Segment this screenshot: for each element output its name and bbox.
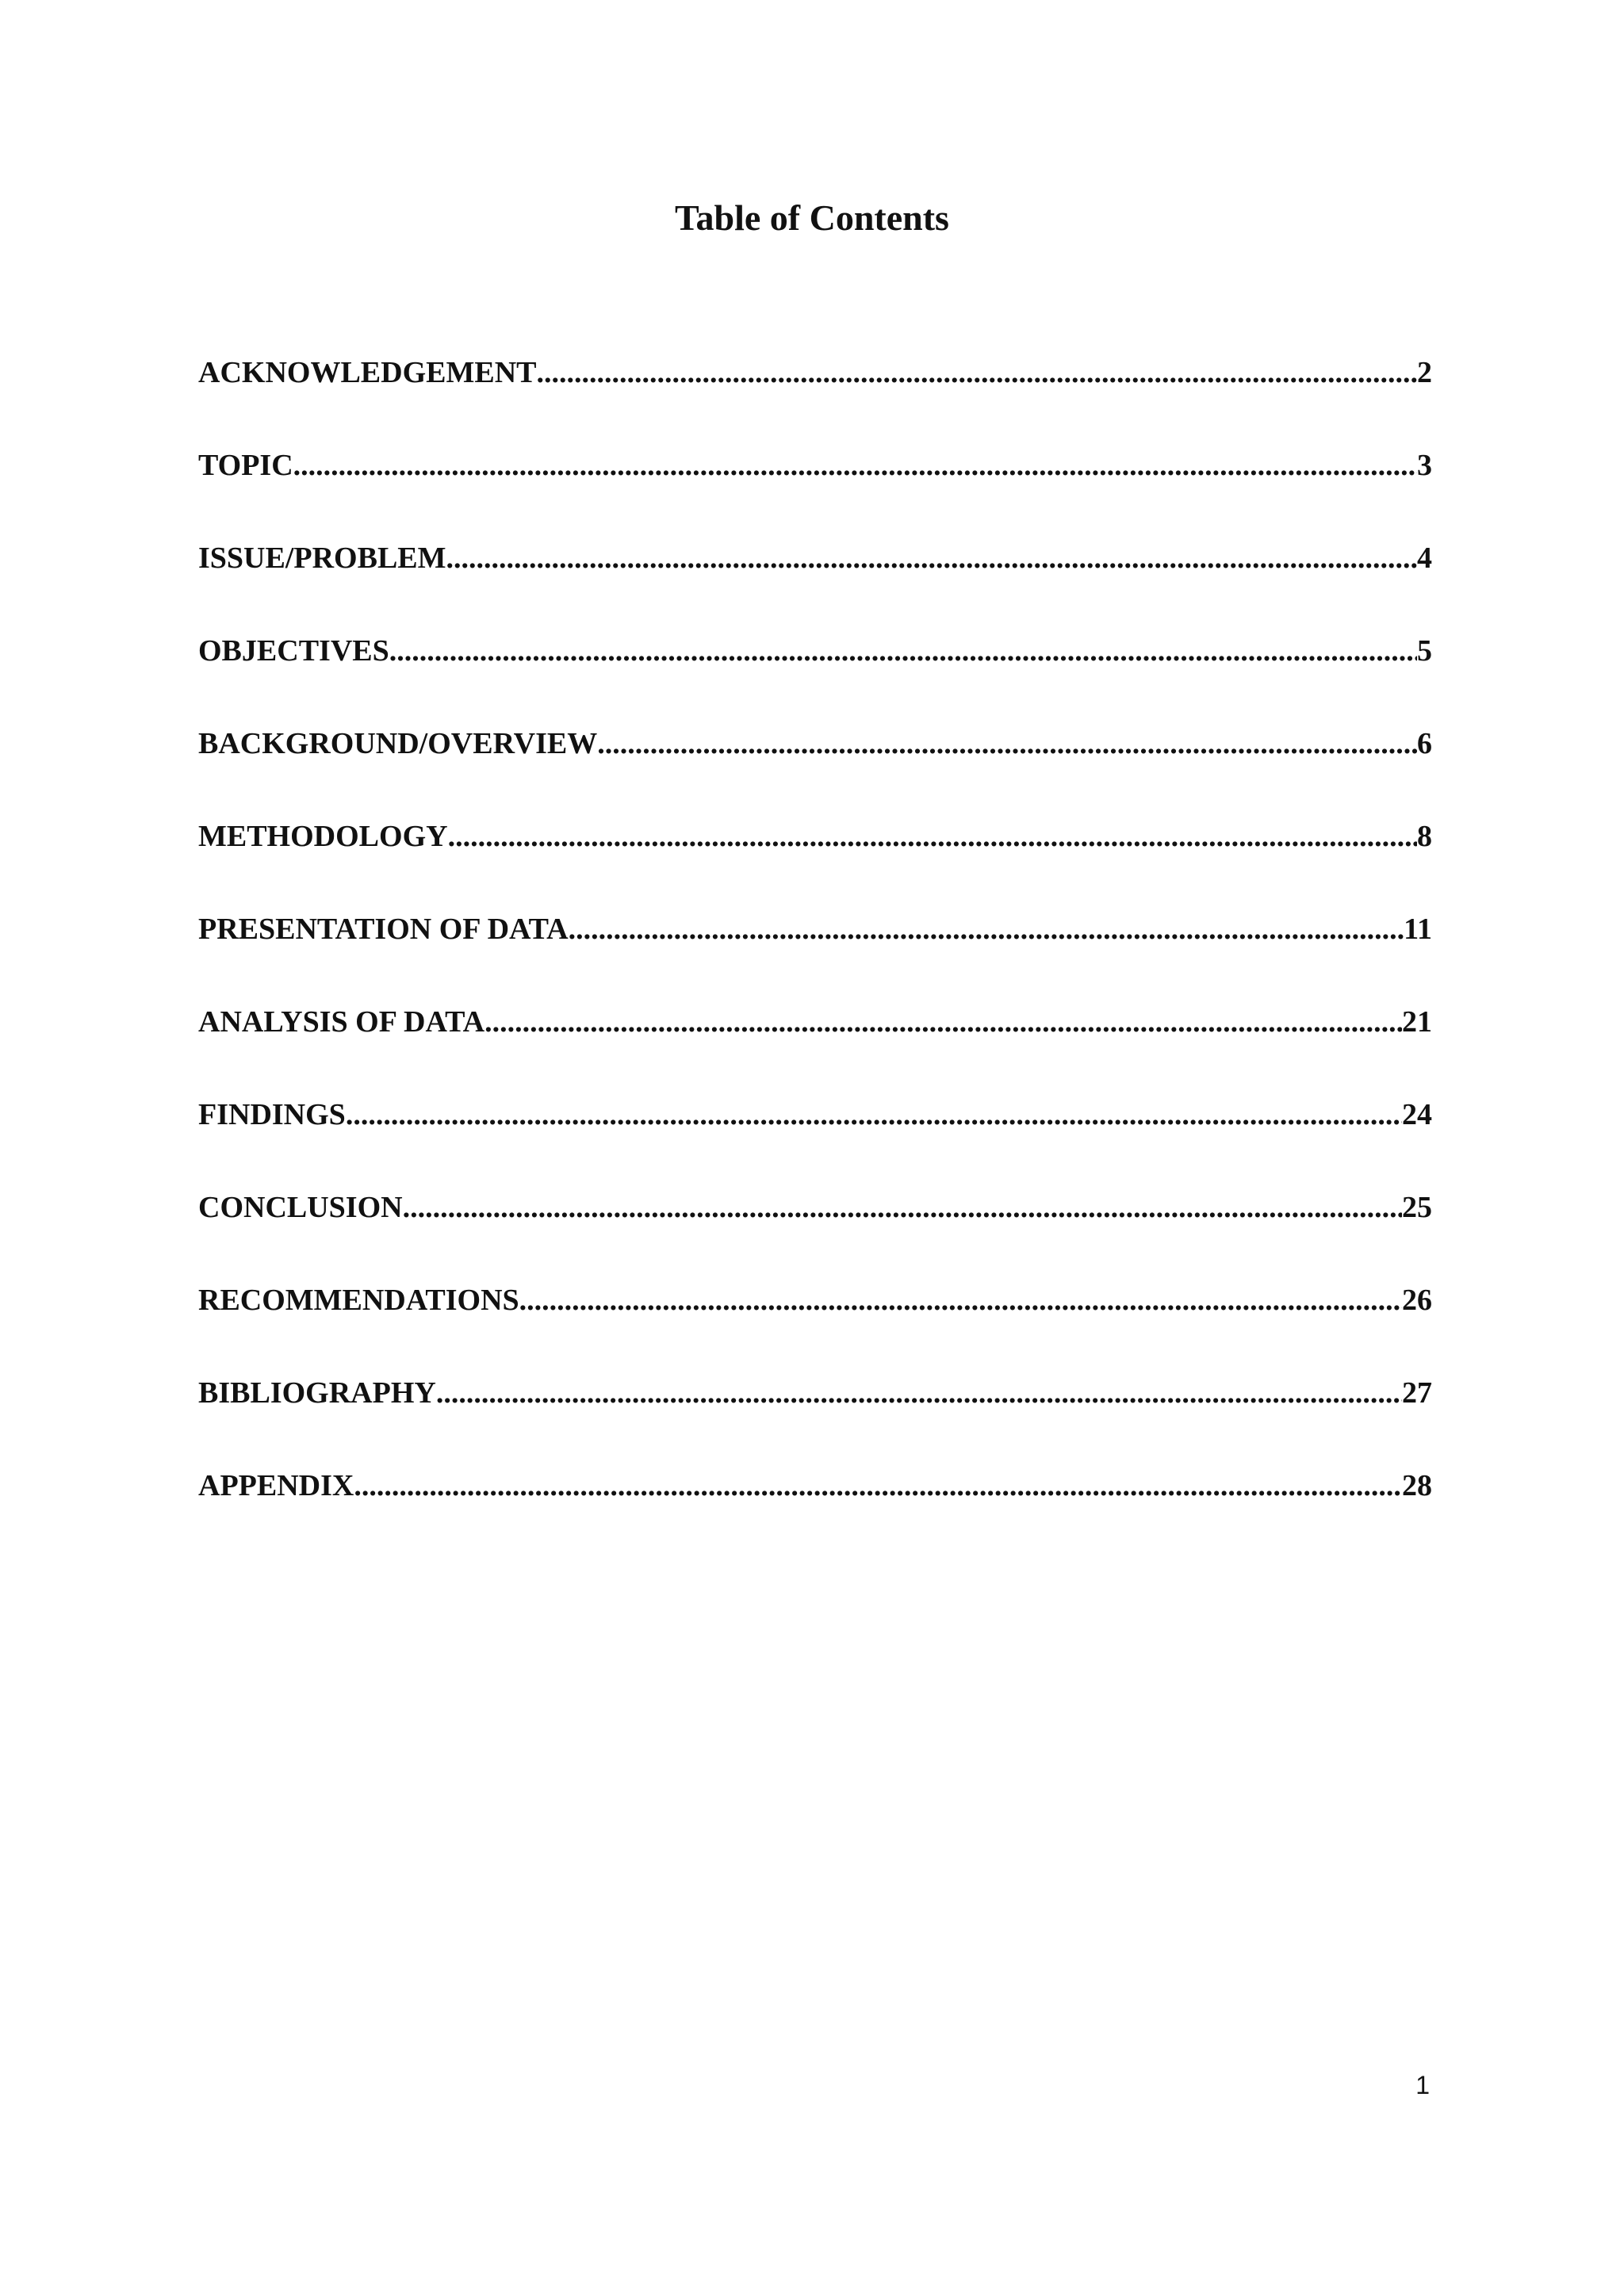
toc-leader-dots [354,1462,1402,1510]
toc-entry[interactable] [198,1369,1432,1462]
toc-entry-label: OBJECTIVES [198,634,389,668]
toc-entry[interactable] [198,720,1432,813]
toc-entry-label: ANALYSIS OF DATA [198,1005,485,1039]
toc-entry-label: ISSUE/PROBLEM [198,541,446,575]
toc-entry[interactable] [198,1462,1432,1555]
toc-entry-page: 26 [1402,1284,1432,1317]
toc-list [198,349,1432,1555]
toc-entry-label: METHODOLOGY [198,820,448,853]
toc-leader-dots [485,998,1402,1046]
toc-entry[interactable] [198,1276,1432,1369]
toc-leader-dots [436,1369,1402,1417]
page-number: 1 [1415,2071,1430,2099]
toc-entry-page: 6 [1417,727,1432,760]
toc-entry-page: 5 [1417,634,1432,668]
toc-entry[interactable] [198,998,1432,1091]
toc-entry-label: TOPIC [198,449,293,482]
toc-entry[interactable] [198,1184,1432,1276]
toc-entry-label: RECOMMENDATIONS [198,1284,519,1317]
toc-entry-page: 11 [1404,913,1432,946]
toc-entry-page: 4 [1417,541,1432,575]
toc-leader-dots [569,905,1404,953]
toc-leader-dots [536,349,1417,396]
toc-leader-dots [293,442,1417,489]
toc-leader-dots [446,534,1417,582]
toc-entry-page: 28 [1402,1469,1432,1502]
toc-entry-page: 3 [1417,449,1432,482]
toc-entry[interactable] [198,905,1432,998]
toc-entry-label: APPENDIX [198,1469,354,1502]
toc-leader-dots [346,1091,1402,1138]
toc-entry-page: 27 [1402,1376,1432,1410]
toc-entry-label: BACKGROUND/OVERVIEW [198,727,598,760]
toc-entry[interactable] [198,627,1432,720]
toc-leader-dots [448,813,1417,860]
toc-entry-label: ACKNOWLEDGEMENT [198,356,537,389]
toc-entry-label: BIBLIOGRAPHY [198,1376,436,1410]
toc-entry-label: FINDINGS [198,1098,346,1131]
toc-entry-page: 21 [1402,1005,1432,1039]
toc-entry[interactable] [198,349,1432,442]
toc-entry-page: 25 [1402,1191,1432,1224]
toc-entry[interactable] [198,442,1432,534]
toc-entry-page: 24 [1402,1098,1432,1131]
toc-leader-dots [389,627,1417,675]
page-title: Table of Contents [675,197,949,238]
toc-leader-dots [519,1276,1402,1324]
toc-entry-page: 8 [1417,820,1432,853]
toc-entry[interactable] [198,813,1432,905]
toc-leader-dots [403,1184,1402,1231]
toc-leader-dots [597,720,1417,767]
toc-entry[interactable] [198,1091,1432,1184]
toc-entry-label: CONCLUSION [198,1191,403,1224]
toc-entry-page: 2 [1417,356,1432,389]
toc-entry-label: PRESENTATION OF DATA [198,913,569,946]
toc-entry[interactable] [198,534,1432,627]
